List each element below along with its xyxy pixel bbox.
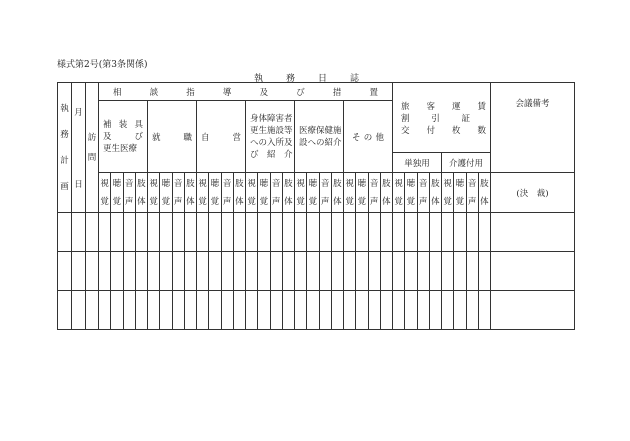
entry-cell[interactable] xyxy=(209,252,221,291)
plan-header-label xyxy=(60,96,69,200)
self-employment-char: 営 xyxy=(232,132,241,143)
disability-type-cell xyxy=(148,173,160,213)
entry-cell[interactable] xyxy=(442,213,454,252)
other-char: 他 xyxy=(375,132,384,143)
entry-cell[interactable] xyxy=(417,291,429,330)
fare-discount-line2 xyxy=(397,112,490,124)
disability-type-cell xyxy=(172,173,184,213)
entry-cell[interactable] xyxy=(72,291,86,330)
entry-cell[interactable] xyxy=(368,252,380,291)
entry-cell[interactable] xyxy=(319,252,331,291)
entry-cell[interactable] xyxy=(99,291,111,330)
meeting-notes-label: 会議備考 xyxy=(515,99,550,109)
disability-type-label: 視 覚 xyxy=(198,178,207,207)
disability-type-label: 肢 体 xyxy=(480,178,489,207)
health-facility-label xyxy=(299,125,343,149)
category-prosthetics xyxy=(99,101,148,173)
entry-cell[interactable] xyxy=(295,291,307,330)
entry-cell[interactable] xyxy=(405,213,417,252)
fare-discount-char: 客 xyxy=(426,101,435,112)
entry-cell[interactable] xyxy=(344,252,356,291)
entry-cell[interactable] xyxy=(246,291,258,330)
entry-cell[interactable] xyxy=(368,291,380,330)
entry-cell[interactable] xyxy=(233,291,245,330)
entry-cell[interactable] xyxy=(258,291,270,330)
entry-cell[interactable] xyxy=(172,252,184,291)
disability-type-label: 肢 体 xyxy=(235,178,244,207)
caregiver-use-header xyxy=(442,153,491,173)
fare-discount-char: 枚 xyxy=(451,125,461,136)
disability-type-label: 音 声 xyxy=(222,178,232,207)
disability-type-cell xyxy=(307,173,319,213)
disability-type-cell xyxy=(405,173,417,213)
disability-type-label: 聴 覚 xyxy=(210,178,220,207)
visit-char: 訪 xyxy=(87,132,97,143)
fare-discount-line1 xyxy=(397,100,490,112)
disability-facility-line: び 紹 介 xyxy=(250,149,293,160)
entry-cell[interactable] xyxy=(417,213,429,252)
visit-header xyxy=(86,83,99,213)
disability-type-label: 肢 体 xyxy=(284,178,293,207)
disability-type-cell xyxy=(270,173,282,213)
entry-cell[interactable] xyxy=(197,252,209,291)
disability-type-label: 視 覚 xyxy=(149,178,158,207)
entry-cell[interactable] xyxy=(295,213,307,252)
entry-cell[interactable] xyxy=(466,252,478,291)
entry-cell[interactable] xyxy=(442,252,454,291)
entry-cell[interactable] xyxy=(393,213,405,252)
disability-type-label: 音 声 xyxy=(271,178,281,207)
visit-char: 問 xyxy=(87,152,97,163)
decision-label: (決 裁) xyxy=(516,188,549,199)
entry-cell[interactable] xyxy=(478,291,490,330)
disability-type-label: 聴 覚 xyxy=(455,178,465,207)
entry-cell[interactable] xyxy=(491,291,575,330)
entry-cell[interactable] xyxy=(148,291,160,330)
header-row-disability-types xyxy=(58,173,575,213)
entry-cell[interactable] xyxy=(344,291,356,330)
entry-cell[interactable] xyxy=(111,213,123,252)
disability-type-cell xyxy=(160,173,172,213)
disability-type-label: 肢 体 xyxy=(333,178,342,207)
entry-cell[interactable] xyxy=(393,252,405,291)
employment-label xyxy=(148,131,196,143)
entry-cell[interactable] xyxy=(454,252,466,291)
entry-cell[interactable] xyxy=(368,213,380,252)
fare-discount-char: 交 xyxy=(401,125,410,136)
entry-cell[interactable] xyxy=(356,213,368,252)
visit-label xyxy=(88,128,97,168)
fare-discount-char: 運 xyxy=(451,101,461,112)
category-other xyxy=(344,101,393,173)
disability-type-cell xyxy=(246,173,258,213)
disability-type-cell xyxy=(442,173,454,213)
disability-type-cell xyxy=(417,173,429,213)
disability-type-cell xyxy=(429,173,441,213)
health-facility-line: 設への紹介 xyxy=(299,137,342,148)
entry-cell[interactable] xyxy=(184,252,196,291)
entry-cell[interactable] xyxy=(123,291,135,330)
entry-cell[interactable] xyxy=(233,213,245,252)
entry-cell[interactable] xyxy=(380,252,392,291)
prosthetics-char: び xyxy=(134,131,143,142)
disability-type-cell xyxy=(111,173,123,213)
document-title: 執 務 日 誌 xyxy=(253,74,366,84)
disability-facility-line: 更生施設等 xyxy=(250,125,293,136)
header-row-consultation xyxy=(58,83,575,101)
entry-cell[interactable] xyxy=(197,291,209,330)
plan-char: 執 xyxy=(60,103,69,114)
entry-cell[interactable] xyxy=(135,291,147,330)
disability-type-label: 肢 体 xyxy=(431,178,440,207)
disability-type-cell xyxy=(331,173,343,213)
disability-type-label: 音 声 xyxy=(369,178,379,207)
consultation-char: 相 xyxy=(113,87,122,98)
entry-cell[interactable] xyxy=(295,252,307,291)
entry-cell[interactable] xyxy=(429,291,441,330)
plan-char: 計 xyxy=(60,155,69,166)
entry-cell[interactable] xyxy=(72,252,86,291)
decision-header xyxy=(491,173,575,213)
prosthetics-char: 具 xyxy=(134,119,143,130)
entry-cell[interactable] xyxy=(135,252,147,291)
entry-cell[interactable] xyxy=(307,291,319,330)
disability-type-cell xyxy=(123,173,135,213)
disability-type-cell xyxy=(356,173,368,213)
employment-char: 就 xyxy=(152,132,161,143)
prosthetics-line1 xyxy=(103,119,147,131)
disability-type-cell xyxy=(258,173,270,213)
caregiver-use-label: 介護付用 xyxy=(448,158,483,169)
entry-cell[interactable] xyxy=(356,252,368,291)
day-label: 日 xyxy=(74,179,83,190)
entry-cell[interactable] xyxy=(270,252,282,291)
disability-type-cell xyxy=(344,173,356,213)
entry-cell[interactable] xyxy=(282,291,294,330)
disability-type-label: 音 声 xyxy=(173,178,183,207)
entry-cell[interactable] xyxy=(99,252,111,291)
disability-type-cell xyxy=(466,173,478,213)
entry-cell[interactable] xyxy=(86,291,99,330)
disability-facility-label xyxy=(250,113,294,161)
entry-cell[interactable] xyxy=(307,252,319,291)
disability-type-cell xyxy=(221,173,233,213)
fare-discount-header xyxy=(393,83,491,153)
entry-cell[interactable] xyxy=(417,252,429,291)
entry-cell[interactable] xyxy=(221,252,233,291)
other-label xyxy=(344,131,392,143)
disability-type-label: 視 覚 xyxy=(296,178,305,207)
entry-cell[interactable] xyxy=(344,213,356,252)
entry-cell[interactable] xyxy=(331,291,343,330)
disability-type-label: 視 覚 xyxy=(100,178,109,207)
disability-type-cell xyxy=(184,173,196,213)
other-char: そ xyxy=(352,132,361,143)
disability-type-cell xyxy=(478,173,490,213)
single-use-label: 単独用 xyxy=(404,158,430,169)
entry-cell[interactable] xyxy=(270,213,282,252)
entry-cell[interactable] xyxy=(58,291,72,330)
prosthetics-line3: 更生医療 xyxy=(103,143,138,154)
entry-cell[interactable] xyxy=(356,291,368,330)
entry-cell[interactable] xyxy=(86,213,99,252)
disability-type-label: 聴 覚 xyxy=(161,178,171,207)
entry-cell[interactable] xyxy=(209,213,221,252)
disability-type-label: 視 覚 xyxy=(394,178,403,207)
entry-cell[interactable] xyxy=(405,291,417,330)
form-label: 様式第2号(第3条関係) xyxy=(57,60,148,70)
entry-cell[interactable] xyxy=(160,252,172,291)
entry-cell[interactable] xyxy=(478,252,490,291)
entry-cell[interactable] xyxy=(380,213,392,252)
entry-cell[interactable] xyxy=(429,252,441,291)
entry-cell[interactable] xyxy=(491,252,575,291)
entry-cell[interactable] xyxy=(123,252,135,291)
disability-type-cell xyxy=(233,173,245,213)
entry-cell[interactable] xyxy=(331,252,343,291)
entry-cell[interactable] xyxy=(172,291,184,330)
entry-cell[interactable] xyxy=(258,213,270,252)
disability-type-cell xyxy=(454,173,466,213)
fare-discount-char: 数 xyxy=(477,125,486,136)
other-char: の xyxy=(363,132,373,143)
disability-type-cell xyxy=(393,173,405,213)
entry-cell[interactable] xyxy=(282,252,294,291)
disability-type-cell xyxy=(380,173,392,213)
disability-type-label: 聴 覚 xyxy=(112,178,122,207)
consultation-char: 及 xyxy=(259,87,269,98)
entry-cell[interactable] xyxy=(221,291,233,330)
disability-type-label: 聴 覚 xyxy=(308,178,318,207)
entry-cell[interactable] xyxy=(123,213,135,252)
table-row xyxy=(58,291,575,330)
disability-type-label: 音 声 xyxy=(124,178,134,207)
category-employment xyxy=(148,101,197,173)
disability-type-cell xyxy=(197,173,209,213)
plan-char: 務 xyxy=(60,129,69,140)
disability-type-label: 視 覚 xyxy=(443,178,452,207)
entry-cell[interactable] xyxy=(58,213,72,252)
table-row xyxy=(58,252,575,291)
disability-type-label: 音 声 xyxy=(320,178,330,207)
category-disability-facility xyxy=(246,101,295,173)
entry-cell[interactable] xyxy=(184,213,196,252)
entry-cell[interactable] xyxy=(466,213,478,252)
entry-cell[interactable] xyxy=(319,213,331,252)
disability-type-label: 視 覚 xyxy=(345,178,354,207)
self-employment-label xyxy=(197,131,245,143)
fare-discount-line3 xyxy=(397,124,490,136)
entry-cell[interactable] xyxy=(319,291,331,330)
entry-cell[interactable] xyxy=(184,291,196,330)
consultation-char: び xyxy=(296,87,305,98)
disability-type-label: 聴 覚 xyxy=(259,178,269,207)
meeting-notes-header xyxy=(491,83,575,173)
disability-type-label: 肢 体 xyxy=(137,178,146,207)
disability-type-cell xyxy=(99,173,111,213)
entry-cell[interactable] xyxy=(160,213,172,252)
consultation-char: 置 xyxy=(369,87,378,98)
category-self-employment xyxy=(197,101,246,173)
consultation-char: 措 xyxy=(332,87,342,98)
entry-cell[interactable] xyxy=(454,291,466,330)
disability-type-label: 音 声 xyxy=(418,178,428,207)
fare-discount-char: 割 xyxy=(401,113,410,124)
disability-type-label: 聴 覚 xyxy=(406,178,416,207)
disability-type-cell xyxy=(295,173,307,213)
entry-cell[interactable] xyxy=(111,252,123,291)
consultation-label xyxy=(99,86,392,98)
disability-type-cell xyxy=(319,173,331,213)
entry-cell[interactable] xyxy=(270,291,282,330)
disability-type-label: 肢 体 xyxy=(382,178,391,207)
disability-type-label: 聴 覚 xyxy=(357,178,367,207)
disability-facility-line: への入所及 xyxy=(250,137,293,148)
entry-cell[interactable] xyxy=(99,213,111,252)
disability-facility-line: 身体障害者 xyxy=(250,113,293,124)
entry-cell[interactable] xyxy=(405,252,417,291)
employment-char: 職 xyxy=(183,132,192,143)
consultation-header xyxy=(99,83,393,101)
fare-discount-char: 付 xyxy=(426,125,435,136)
entry-cell[interactable] xyxy=(172,213,184,252)
disability-type-label: 音 声 xyxy=(467,178,477,207)
entry-cell[interactable] xyxy=(148,252,160,291)
entry-cell[interactable] xyxy=(58,252,72,291)
disability-type-cell xyxy=(135,173,147,213)
table-row xyxy=(58,213,575,252)
entry-cell[interactable] xyxy=(160,291,172,330)
consultation-char: 談 xyxy=(149,87,159,98)
consultation-char: 指 xyxy=(186,87,195,98)
entry-cell[interactable] xyxy=(466,291,478,330)
entry-cell[interactable] xyxy=(442,291,454,330)
single-use-header xyxy=(393,153,442,173)
entry-cell[interactable] xyxy=(233,252,245,291)
disability-type-cell xyxy=(282,173,294,213)
entry-cell[interactable] xyxy=(258,252,270,291)
entry-cell[interactable] xyxy=(246,252,258,291)
fare-discount-char: 引 xyxy=(431,113,440,124)
entry-cell[interactable] xyxy=(135,213,147,252)
entry-cell[interactable] xyxy=(111,291,123,330)
disability-type-cell xyxy=(368,173,380,213)
fare-discount-char: 賃 xyxy=(477,101,486,112)
entry-cell[interactable] xyxy=(429,213,441,252)
disability-type-label: 視 覚 xyxy=(247,178,256,207)
entry-cell[interactable] xyxy=(491,213,575,252)
month-header xyxy=(72,83,86,213)
prosthetics-line2 xyxy=(103,131,147,143)
prosthetics-char: 及 xyxy=(103,131,112,142)
entry-cell[interactable] xyxy=(197,213,209,252)
entry-cell[interactable] xyxy=(478,213,490,252)
work-log-table xyxy=(57,82,575,330)
consultation-char: 導 xyxy=(222,87,232,98)
entry-cell[interactable] xyxy=(454,213,466,252)
entry-cell[interactable] xyxy=(380,291,392,330)
entry-cell[interactable] xyxy=(307,213,319,252)
entry-cell[interactable] xyxy=(282,213,294,252)
plan-char: 画 xyxy=(60,181,69,192)
prosthetics-char: 補 xyxy=(103,119,112,130)
entry-cell[interactable] xyxy=(148,213,160,252)
self-employment-char: 自 xyxy=(201,132,210,143)
entry-cell[interactable] xyxy=(209,291,221,330)
fare-discount-char: 証 xyxy=(461,113,470,124)
entry-cell[interactable] xyxy=(221,213,233,252)
entry-cell[interactable] xyxy=(331,213,343,252)
health-facility-line: 医療保健施 xyxy=(299,125,342,136)
month-label: 月 xyxy=(74,107,83,118)
entry-cell[interactable] xyxy=(246,213,258,252)
disability-type-cell xyxy=(209,173,221,213)
plan-header xyxy=(58,83,72,213)
prosthetics-char: 装 xyxy=(118,119,128,130)
entry-cell[interactable] xyxy=(393,291,405,330)
fare-discount-char: 旅 xyxy=(401,101,410,112)
disability-type-label: 肢 体 xyxy=(186,178,195,207)
entry-cell[interactable] xyxy=(72,213,86,252)
entry-cell[interactable] xyxy=(86,252,99,291)
category-health-facility xyxy=(295,101,344,173)
